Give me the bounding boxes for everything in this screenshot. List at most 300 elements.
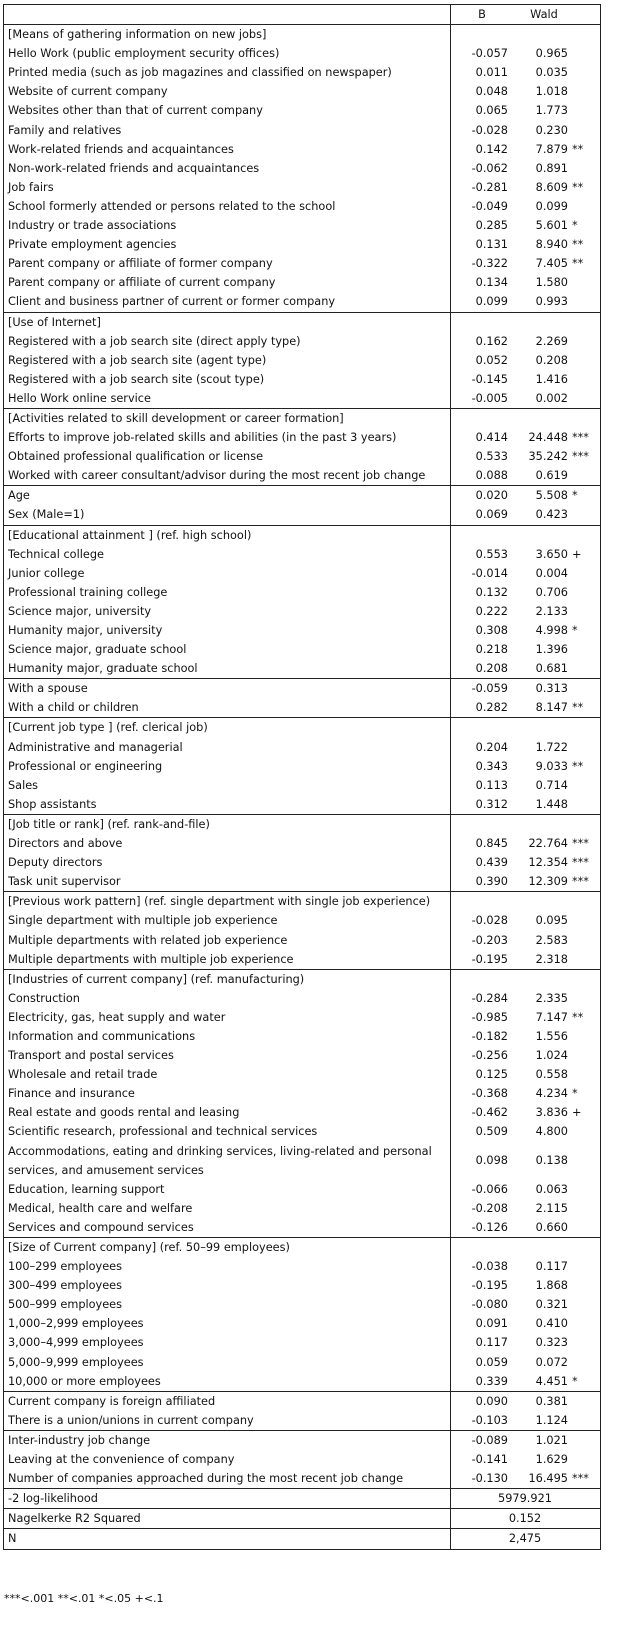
row-label: Humanity major, graduate school [8,662,198,676]
coef-b: 0.048 [475,85,508,99]
column-divider [450,853,451,872]
group-label: [Means of gathering information on new jobs] [8,28,267,42]
row-label: Single department with multiple job experience [8,914,278,928]
coef-b: 0.134 [475,276,508,290]
group-header-row [4,891,600,911]
table-row [4,1065,600,1084]
coef-b: -0.080 [471,1298,508,1312]
coef-b: -0.985 [471,1010,508,1024]
coef-b: -0.462 [471,1106,508,1120]
table-row [4,44,600,63]
significance-mark: ** [572,257,584,271]
group-header-row [4,969,600,989]
row-label: Shop assistants [8,797,97,811]
row-label: Efforts to improve job-related skills and abilities (in the past 3 years) [8,431,397,445]
wald-value: 0.891 [535,161,568,175]
column-divider [450,738,451,757]
row-label: Medical, health care and welfare [8,1201,193,1215]
column-divider [450,82,451,101]
row-label: Industry or trade associations [8,219,177,233]
row-label: 100–299 employees [8,1260,123,1274]
table-row [4,1469,600,1488]
column-divider [450,254,451,273]
column-divider [450,292,451,311]
group-label: [Industries of current company] (ref. manufacturing) [8,972,305,986]
column-divider [450,121,451,140]
significance-mark: ** [572,759,584,773]
stat-value: 5979.921 [498,1492,552,1506]
column-divider [450,1142,451,1180]
column-divider [450,698,451,717]
table-row [4,602,600,621]
wald-value: 0.381 [535,1394,568,1408]
coef-b: -0.281 [471,180,508,194]
column-divider [450,583,451,602]
wald-value: 0.208 [535,353,568,367]
table-row [4,216,600,235]
coef-b: -0.203 [471,933,508,947]
column-divider [450,950,451,969]
coef-b: -0.014 [471,566,508,580]
table-row [4,235,600,254]
wald-value: 0.099 [535,199,568,213]
table-row [4,564,600,583]
group-label: [Size of Current company] (ref. 50–99 employees) [8,1241,290,1254]
column-divider [450,159,451,178]
column-divider [450,1450,451,1469]
row-label: Parent company or affiliate of former company [8,257,273,271]
column-divider [450,1218,451,1237]
coef-b: 0.208 [475,662,508,676]
table-row [4,178,600,197]
wald-value: 0.063 [535,1182,568,1196]
column-divider [450,1489,451,1508]
row-label: Science major, university [8,604,152,618]
coef-b: -0.208 [471,1201,508,1215]
column-divider [450,892,451,911]
wald-value: 2.583 [535,933,568,947]
wald-value: 8.609 [535,180,568,194]
column-divider [450,602,451,621]
stat-row [4,1508,600,1528]
table-row [4,1353,600,1372]
column-divider [450,1027,451,1046]
row-label: 3,000–4,999 employees [8,1336,144,1350]
row-label: Electricity, gas, heat supply and water [8,1010,226,1024]
wald-value: 0.619 [535,469,568,483]
wald-value: 1.722 [535,740,568,754]
column-divider [450,428,451,447]
column-divider [450,526,451,545]
coef-b: 0.132 [475,585,508,599]
row-label: There is a union/unions in current company [8,1413,254,1427]
table-row [4,1142,600,1180]
significance-mark: * [572,624,578,637]
coef-b: -0.126 [471,1220,508,1234]
coef-b: 0.222 [475,604,508,618]
group-label: [Current job type ] (ref. clerical job) [8,721,208,735]
row-label: 500–999 employees [8,1298,123,1312]
coef-b: -0.103 [471,1413,508,1427]
row-label: Websites other than that of current company [8,104,263,118]
coef-b: 0.414 [475,431,508,445]
table-row [4,545,600,564]
row-label: Inter-industry job change [8,1433,151,1447]
coef-b: -0.028 [471,123,508,137]
column-divider [450,815,451,834]
significance-mark: *** [572,856,589,870]
coef-b: -0.062 [471,161,508,175]
row-label: Administrative and managerial [8,740,183,754]
group-label: [Educational attainment ] (ref. high school) [8,528,252,542]
wald-value: 0.714 [535,778,568,792]
column-divider [450,44,451,63]
significance-mark: * [572,219,578,233]
coef-b: 0.308 [475,624,508,637]
wald-value: 0.138 [535,1153,568,1167]
table-row [4,254,600,273]
table-row [4,1122,600,1141]
column-divider [450,505,451,524]
col-wald-header: Wald [530,8,558,21]
row-label: 10,000 or more employees [8,1374,161,1388]
row-label: Current company is foreign affiliated [8,1394,216,1408]
row-label: Website of current company [8,85,168,99]
table-row [4,485,600,505]
row-label: Nagelkerke R2 Squared [8,1512,141,1526]
wald-value: 8.940 [535,238,568,252]
wald-value: 0.117 [535,1260,568,1274]
row-label: 300–499 employees [8,1279,123,1293]
wald-value: 1.580 [535,276,568,290]
stat-value: 2,475 [508,1532,542,1546]
significance-mark: ** [572,1010,584,1024]
table-row [4,1333,600,1352]
coef-b: -0.322 [471,257,508,271]
wald-value: 35.242 [528,450,568,464]
wald-value: 0.410 [535,1317,568,1331]
column-divider [450,1372,451,1391]
coef-b: 0.125 [475,1068,508,1082]
table-row [4,332,600,351]
column-divider [450,795,451,814]
wald-value: 12.309 [528,875,568,889]
coef-b: 0.285 [475,219,508,233]
row-label: Age [8,489,30,503]
row-label: Services and compound services [8,1220,194,1234]
significance-mark: *** [572,431,589,445]
wald-value: 0.321 [535,1298,568,1312]
table-row [4,273,600,292]
table-row [4,1199,600,1218]
column-divider [450,216,451,235]
column-divider [450,1411,451,1430]
coef-b: 0.011 [475,66,508,80]
group-label: [Activities related to skill development or career formation] [8,411,344,425]
wald-value: 22.764 [528,837,568,851]
table-row [4,583,600,602]
row-label: Scientific research, professional and technical services [8,1125,318,1139]
coef-b: 0.059 [475,1355,508,1369]
column-divider [450,1529,451,1548]
table-row [4,1372,600,1391]
column-divider [450,1314,451,1333]
column-divider [450,1392,451,1411]
wald-value: 1.629 [535,1453,568,1467]
table-row [4,82,600,101]
coef-b: 0.113 [475,778,508,792]
row-label: Job fairs [8,180,54,194]
table-row [4,738,600,757]
group-header-row [4,312,600,332]
wald-value: 7.879 [535,142,568,156]
significance-mark: *** [572,1472,589,1486]
wald-value: 0.706 [535,585,568,599]
column-divider [450,1065,451,1084]
coef-b: 0.020 [475,489,508,503]
group-header-row [4,525,600,545]
row-label: Finance and insurance [8,1087,135,1101]
table-row [4,872,600,891]
coef-b: -0.038 [471,1260,508,1274]
column-divider [450,931,451,950]
wald-value: 24.448 [528,431,568,445]
column-divider [450,389,451,408]
wald-value: 0.095 [535,914,568,928]
wald-value: 1.416 [535,372,568,386]
wald-value: 0.072 [535,1355,568,1369]
row-label: Multiple departments with multiple job experience [8,952,294,966]
wald-value: 7.405 [535,257,568,271]
row-label: With a child or children [8,701,139,715]
row-label: Sales [8,778,39,792]
table-row [4,1103,600,1122]
column-divider [450,872,451,891]
coef-b: -0.005 [471,391,508,405]
row-label: 1,000–2,999 employees [8,1317,144,1331]
column-divider [450,313,451,332]
column-divider [450,1046,451,1065]
row-label: 5,000–9,999 employees [8,1355,144,1369]
row-label: Professional training college [8,585,168,599]
row-label: Work-related friends and acquaintances [8,142,234,156]
significance-mark: * [572,489,578,503]
col-b-header: B [478,8,486,21]
coef-b: 0.204 [475,740,508,754]
column-divider [450,640,451,659]
wald-value: 1.773 [535,104,568,118]
table-row [4,159,600,178]
coef-b: 0.091 [475,1317,508,1331]
column-divider [450,25,451,44]
row-label: Sex (Male=1) [8,508,85,522]
coef-b: -0.141 [471,1453,508,1467]
table-row [4,950,600,969]
group-header-row [4,1237,600,1257]
coef-b: -0.057 [471,47,508,61]
column-divider [450,621,451,640]
coef-b: -0.089 [471,1433,508,1447]
row-label: Deputy directors [8,856,103,870]
row-label: Wholesale and retail trade [8,1068,158,1082]
stat-value: 0.152 [508,1512,542,1526]
coef-b: 0.099 [475,295,508,309]
wald-value: 0.230 [535,123,568,137]
row-label: Family and relatives [8,123,122,137]
wald-value: 4.234 [535,1087,568,1101]
row-label: Non-work-related friends and acquaintances [8,161,260,175]
table-row [4,1450,600,1469]
wald-value: 1.021 [535,1433,568,1447]
table-row [4,757,600,776]
wald-value: 0.993 [535,295,568,309]
coef-b: -0.182 [471,1029,508,1043]
wald-value: 0.002 [535,391,568,405]
column-divider [450,273,451,292]
coef-b: 0.117 [475,1336,508,1350]
row-label: Directors and above [8,837,123,851]
wald-value: 16.495 [528,1472,568,1486]
column-divider [450,332,451,351]
column-divider [450,1469,451,1488]
wald-value: 9.033 [535,759,568,773]
column-divider [450,466,451,485]
wald-value: 2.115 [535,1201,568,1215]
stat-row [4,1488,600,1508]
wald-value: 2.133 [535,604,568,618]
row-label: Client and business partner of current or former company [8,295,336,309]
row-label: Parent company or affiliate of current company [8,276,276,290]
row-label: Technical college [8,547,104,561]
table-row [4,795,600,814]
significance-mark: + [572,547,582,561]
wald-value: 4.998 [535,624,568,637]
table-row [4,351,600,370]
wald-value: 0.965 [535,47,568,61]
coef-b: 0.282 [475,701,508,715]
group-label: [Job title or rank] (ref. rank-and-file) [8,817,210,831]
column-divider [450,197,451,216]
column-divider [450,1257,451,1276]
table-header [4,5,600,24]
significance-mark: + [572,1106,582,1120]
coef-b: 0.312 [475,797,508,811]
table-row [4,121,600,140]
column-divider [450,370,451,389]
column-divider [450,5,451,24]
table-row [4,466,600,485]
significance-mark: ** [572,701,584,715]
wald-value: 1.448 [535,797,568,811]
wald-value: 2.335 [535,991,568,1005]
table-row [4,621,600,640]
column-divider [450,1084,451,1103]
row-label: Hello Work online service [8,391,151,405]
wald-value: 7.147 [535,1010,568,1024]
wald-value: 5.508 [535,489,568,503]
row-label: Science major, graduate school [8,643,187,657]
significance-mark: *** [572,875,589,889]
column-divider [450,911,451,930]
wald-value: 0.660 [535,1220,568,1234]
wald-value: 4.451 [535,1374,568,1388]
column-divider [450,235,451,254]
significance-mark: ** [572,180,584,194]
table-row [4,1314,600,1333]
row-label: Education, learning support [8,1182,165,1196]
coef-b: -0.145 [471,372,508,386]
wald-value: 5.601 [535,219,568,233]
row-label: Obtained professional qualification or license [8,450,264,464]
wald-value: 8.147 [535,701,568,715]
column-divider [450,1008,451,1027]
coef-b: 0.343 [475,759,508,773]
column-divider [450,1353,451,1372]
coef-b: 0.052 [475,353,508,367]
coef-b: 0.162 [475,334,508,348]
significance-mark: *** [572,837,589,851]
coef-b: 0.069 [475,508,508,522]
coef-b: -0.195 [471,952,508,966]
coef-b: -0.284 [471,991,508,1005]
column-divider [450,1199,451,1218]
group-header-row [4,24,600,44]
table-row [4,1295,600,1314]
coef-b: 0.131 [475,238,508,252]
coef-b: -0.256 [471,1049,508,1063]
row-label: Construction [8,991,80,1005]
table-row [4,1411,600,1430]
wald-value: 1.868 [535,1279,568,1293]
column-divider [450,970,451,989]
row-label: Registered with a job search site (agent type) [8,353,267,367]
table-row [4,101,600,120]
coef-b: 0.065 [475,104,508,118]
table-row [4,370,600,389]
column-divider [450,718,451,737]
wald-value: 0.004 [535,566,568,580]
row-label: Multiple departments with related job experience [8,933,288,947]
column-divider [450,989,451,1008]
wald-value: 1.024 [535,1049,568,1063]
row-label: Humanity major, university [8,624,163,637]
column-divider [450,140,451,159]
row-label: Registered with a job search site (direct apply type) [8,334,301,348]
column-divider [450,776,451,795]
table-row [4,1008,600,1027]
coef-b: -0.059 [471,682,508,696]
table-row [4,1084,600,1103]
row-label: Hello Work (public employment security offices) [8,47,280,61]
coef-b: 0.142 [475,142,508,156]
column-divider [450,409,451,428]
wald-value: 1.018 [535,85,568,99]
row-label: N [8,1532,17,1546]
column-divider [450,564,451,583]
wald-value: 2.269 [535,334,568,348]
row-label: Printed media (such as job magazines and classified on newspaper) [8,66,392,80]
row-label: With a spouse [8,682,88,696]
column-divider [450,447,451,466]
row-label: Junior college [8,566,85,580]
wald-value: 4.800 [535,1125,568,1139]
column-divider [450,1333,451,1352]
coef-b: -0.066 [471,1182,508,1196]
row-label: Task unit supervisor [8,875,121,889]
table-row [4,834,600,853]
table-row [4,447,600,466]
column-divider [450,1431,451,1450]
